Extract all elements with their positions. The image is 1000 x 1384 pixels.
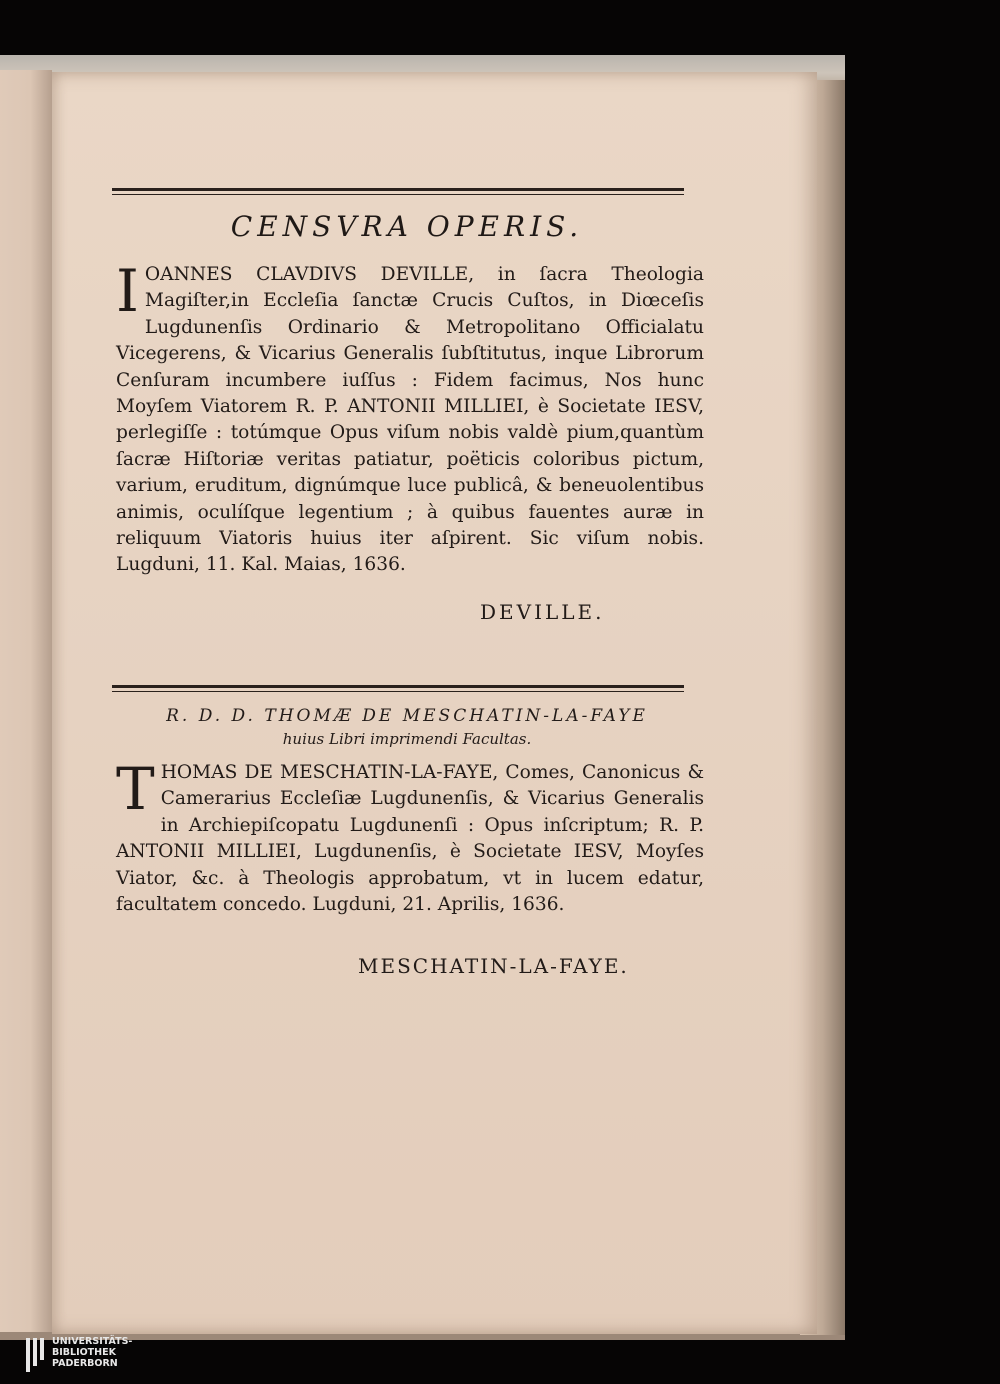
censura-heading: CENSVRA OPERIS. bbox=[230, 210, 584, 243]
ornamental-rule-middle bbox=[112, 685, 684, 692]
ornamental-rule-top bbox=[112, 188, 684, 195]
library-logo bbox=[26, 1336, 132, 1372]
censura-text bbox=[116, 257, 704, 579]
library-logo-text bbox=[52, 1336, 132, 1369]
library-name-line1: UNIVERSITÄTS- bbox=[52, 1336, 133, 1347]
censura-signature: DEVILLE. bbox=[480, 600, 605, 624]
censura-dropcap: I bbox=[116, 257, 139, 325]
facultas-dropcap: T bbox=[116, 755, 155, 823]
library-logo-icon bbox=[26, 1338, 44, 1372]
facultas-signature: MESCHATIN-LA-FAYE. bbox=[358, 954, 629, 978]
library-name-line2: BIBLIOTHEK bbox=[52, 1347, 116, 1358]
facultas-heading: R. D. D. THOMÆ DE MESCHATIN-LA-FAYE bbox=[166, 706, 648, 726]
left-page-edge bbox=[0, 70, 52, 1332]
censura-body: OANNES CLAVDIVS DEVILLE, in ſacra Theologia Magiſter,in Eccleſia ſanctæ Crucis Cuſtos, in Diœceſis Lugdunenſis Ordinario & Metropolitano Officialatu Vicegerens, & Vicarius Generalis ſubſtitutus, inque Librorum Cenſuram incumbere iuſſus : Fidem facimus, Nos hunc Moyſem Viatorem R. P. ANTONII MILLIEI, è Societate IESV, perlegiſſe : totúmque Opus viſum nobis valdè pium,quantùm ſacræ Hiſtoriæ veritas patiatur, poëticis coloribus pictum, varium, eruditum, dignúmque luce publicâ, & beneuolentibus animis, oculíſque legentium ; à quibus fauentes auræ in reliquum Viatoris huius iter aſpirent. Sic viſum nobis. Lugduni, 11. Kal. Maias, 1636. bbox=[116, 264, 704, 576]
facultas-body: HOMAS DE MESCHATIN-LA-FAYE, Comes, Canonicus & Camerarius Eccleſiæ Lugdunenſis, & Vicarius Generalis in Archiepiſcopatu Lugdunenſi : Opus inſcriptum; R. P. ANTONII MILLIEI, Lugdunenſis, è Societate IESV, Moyſes Viator, &c. à Theologis approbatum, vt in lucem edatur, facultatem concedo. Lugduni, 21. Aprilis, 1636. bbox=[116, 762, 704, 916]
facultas-subheading: huius Libri imprimendi Facultas. bbox=[282, 730, 532, 748]
facultas-text bbox=[116, 755, 704, 918]
library-name-line3: PADERBORN bbox=[52, 1358, 118, 1369]
book-page bbox=[52, 72, 817, 1334]
